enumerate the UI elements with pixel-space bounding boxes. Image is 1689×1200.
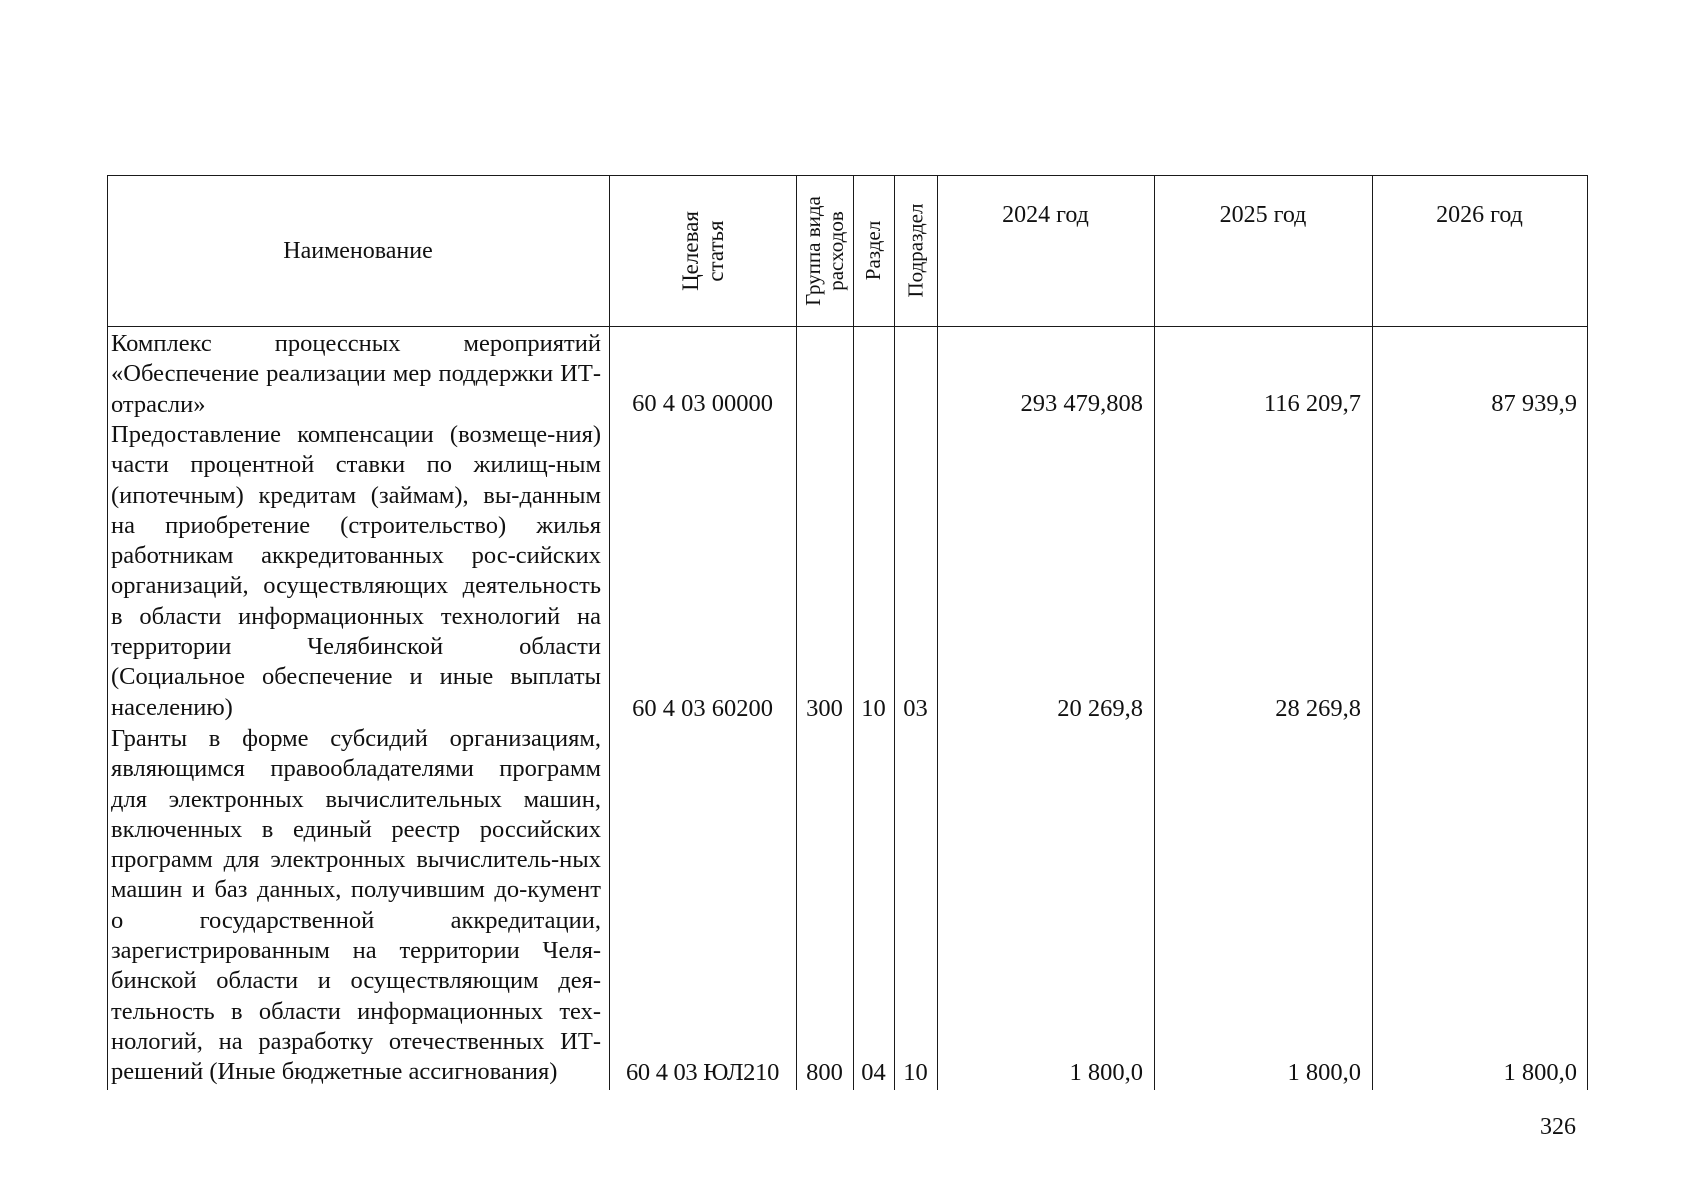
- header-2025-text: 2025 год: [1219, 202, 1307, 228]
- page-number: 326: [1540, 1114, 1576, 1140]
- row-1-name-line1: Комплекс процессных мероприятий: [111, 330, 601, 357]
- row-2-2025: 28 269,8: [1275, 695, 1361, 722]
- header-expense-group: [796, 175, 853, 326]
- row-3-name: Гранты в форме субсидий организациям, являющимся правообладателями программ для электронных вычислительных машин, включенных в единый реестр российских программ для электронных вычислитель-ных машин и баз данных, получившим до-кумент о государственной аккредитации, зарегистрированным на территории Челя-бинской области и осуществляющим дея-тельность в области информационных тех-нологий, на разработку отечественных ИТ-решений (Иные бюджетные ассигнования): [111, 725, 601, 1086]
- row-2-name: Предоставление компенсации (возмеще-ния) части процентной ставки по жилищ-ным (ипотечным) кредитам (займам), вы-данным на приобретение (строительство) жилья работникам аккредитованных рос-сийских организаций, осуществляющих деятельность в области информационных технологий на территории Челябинской области (Социальное обеспечение и иные выплаты населению): [111, 421, 601, 721]
- row-2-target-article: 60 4 03 60200: [632, 695, 773, 722]
- header-2025: [1154, 185, 1372, 245]
- header-subsection-text: Подраздел: [903, 203, 927, 298]
- header-subsection: [894, 175, 937, 326]
- budget-table: [107, 175, 1587, 1090]
- column-border: [937, 175, 938, 1090]
- header-bottom-border: [107, 326, 1587, 327]
- header-2024-text: 2024 год: [1002, 202, 1089, 228]
- column-border: [1154, 175, 1155, 1090]
- row-3-subsection: 10: [903, 1059, 928, 1086]
- header-2026-text: 2026 год: [1436, 202, 1523, 228]
- column-border: [1587, 175, 1588, 1090]
- header-2026: [1372, 185, 1587, 245]
- header-target-article-line1: Целевая: [677, 210, 703, 291]
- header-expense-group-line2: расходов: [823, 210, 848, 291]
- row-2-2024: 20 269,8: [1057, 695, 1143, 722]
- header-expense-group-line1: Группа вида: [800, 195, 825, 306]
- column-border: [1372, 175, 1373, 1090]
- row-3-section: 04: [861, 1059, 886, 1086]
- row-1-2025: 116 209,7: [1263, 390, 1361, 417]
- row-3-2026: 1 800,0: [1503, 1059, 1577, 1086]
- row-1-2026: 87 939,9: [1491, 390, 1577, 417]
- row-2-expense-group: 300: [806, 695, 843, 722]
- row-3-target-article: 60 4 03 ЮЛ210: [625, 1059, 780, 1086]
- row-3-2025: 1 800,0: [1287, 1059, 1361, 1086]
- header-2024: [937, 185, 1154, 245]
- header-target-article: [609, 175, 796, 326]
- row-1-2024: 293 479,808: [1020, 390, 1143, 417]
- header-section: [853, 175, 894, 326]
- header-target-article-line2: статья: [702, 219, 728, 282]
- row-2-subsection: 03: [903, 695, 928, 722]
- row-1-name-rest: «Обеспечение реализации мер поддержки ИТ-отрасли»: [111, 360, 601, 418]
- header-name: [107, 175, 609, 326]
- row-1-name: [111, 329, 601, 420]
- header-section-text: Раздел: [861, 220, 885, 281]
- row-1-target-article: 60 4 03 00000: [632, 390, 773, 417]
- header-name-text: Наименование: [283, 237, 433, 264]
- row-3-expense-group: 800: [806, 1059, 843, 1086]
- row-2-section: 10: [861, 695, 886, 722]
- row-3-2024: 1 800,0: [1069, 1059, 1143, 1086]
